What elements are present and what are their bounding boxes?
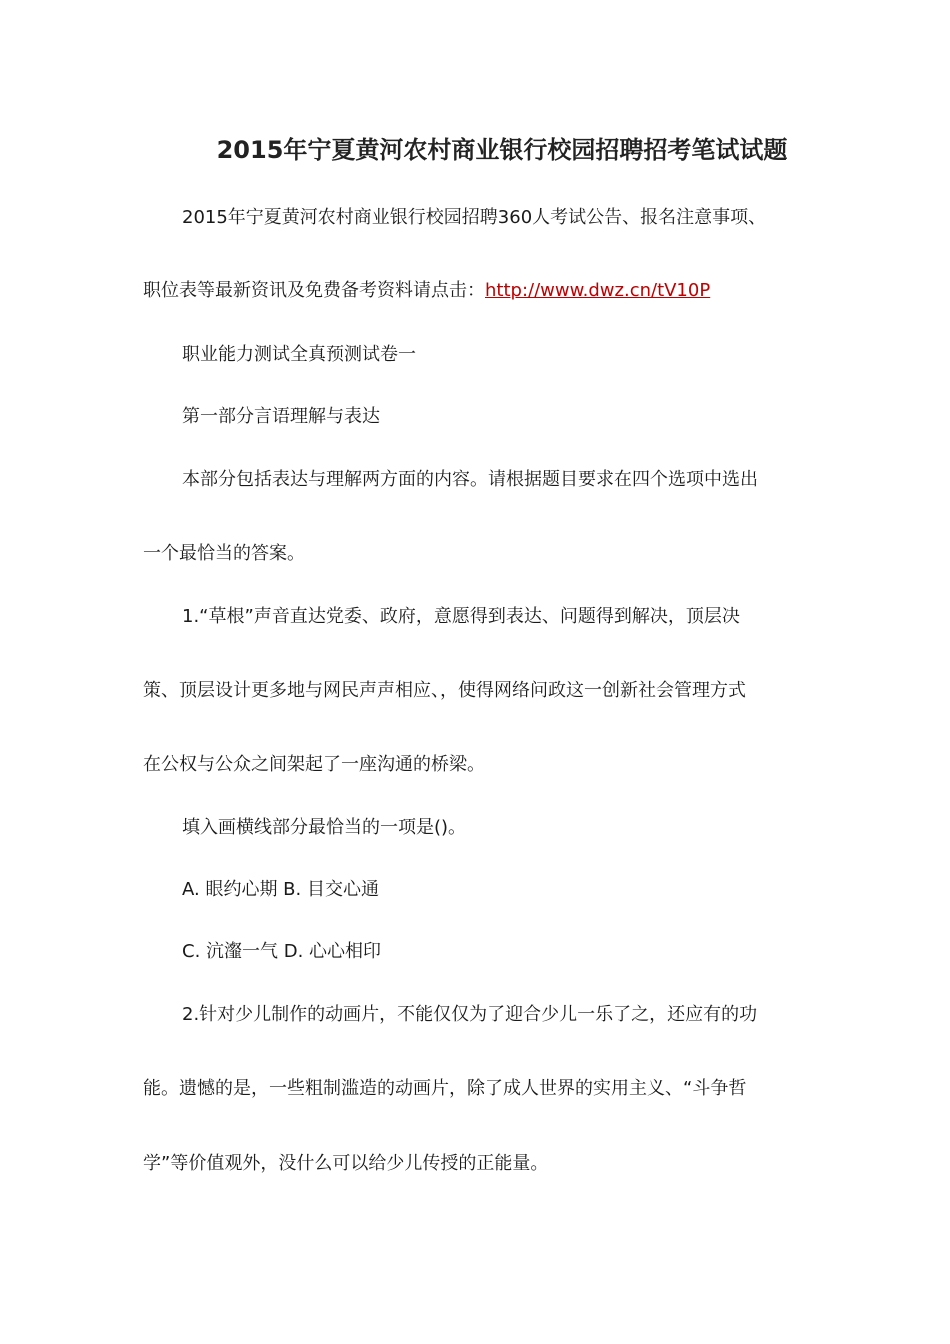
question-1-options-ab: A. 眼约心期 B. 目交心通: [182, 879, 379, 900]
intro-line-1: 2015年宁夏黄河农村商业银行校园招聘360人考试公告、报名注意事项、: [182, 207, 767, 228]
question-2-line-1: 2.针对少儿制作的动画片，不能仅仅为了迎合少儿一乐了之，还应有的功: [182, 1004, 758, 1025]
question-2-line-3: 学”等价值观外，没什么可以给少儿传授的正能量。: [143, 1153, 549, 1174]
part-desc-line-2: 一个最恰当的答案。: [143, 543, 305, 564]
question-1-options-cd: C. 沆瀣一气 D. 心心相印: [182, 941, 382, 962]
question-1-line-2: 策、顶层设计更多地与网民声声相应、，使得网络问政这一创新社会管理方式: [143, 680, 746, 701]
part-desc-line-1: 本部分包括表达与理解两方面的内容。请根据题目要求在四个选项中选出: [182, 469, 758, 490]
part-title: 第一部分言语理解与表达: [182, 406, 380, 427]
registration-link[interactable]: http://www.dwz.cn/tV10P: [485, 280, 711, 301]
question-1-prompt: 填入画横线部分最恰当的一项是()。: [182, 817, 467, 838]
question-1-line-1: 1.“草根”声音直达党委、政府，意愿得到表达、问题得到解决，顶层决: [182, 606, 740, 627]
document-title: 2015年宁夏黄河农村商业银行校园招聘招考笔试试题: [216, 136, 788, 164]
intro-line-2: [143, 277, 710, 305]
question-2-line-2: 能。遗憾的是，一些粗制滥造的动画片，除了成人世界的实用主义、“斗争哲: [143, 1078, 747, 1099]
intro-line-2-text: 职位表等最新资讯及免费备考资料请点击：: [143, 280, 485, 301]
exam-title: 职业能力测试全真预测试卷一: [182, 344, 416, 365]
question-1-line-3: 在公权与公众之间架起了一座沟通的桥梁。: [143, 754, 485, 775]
